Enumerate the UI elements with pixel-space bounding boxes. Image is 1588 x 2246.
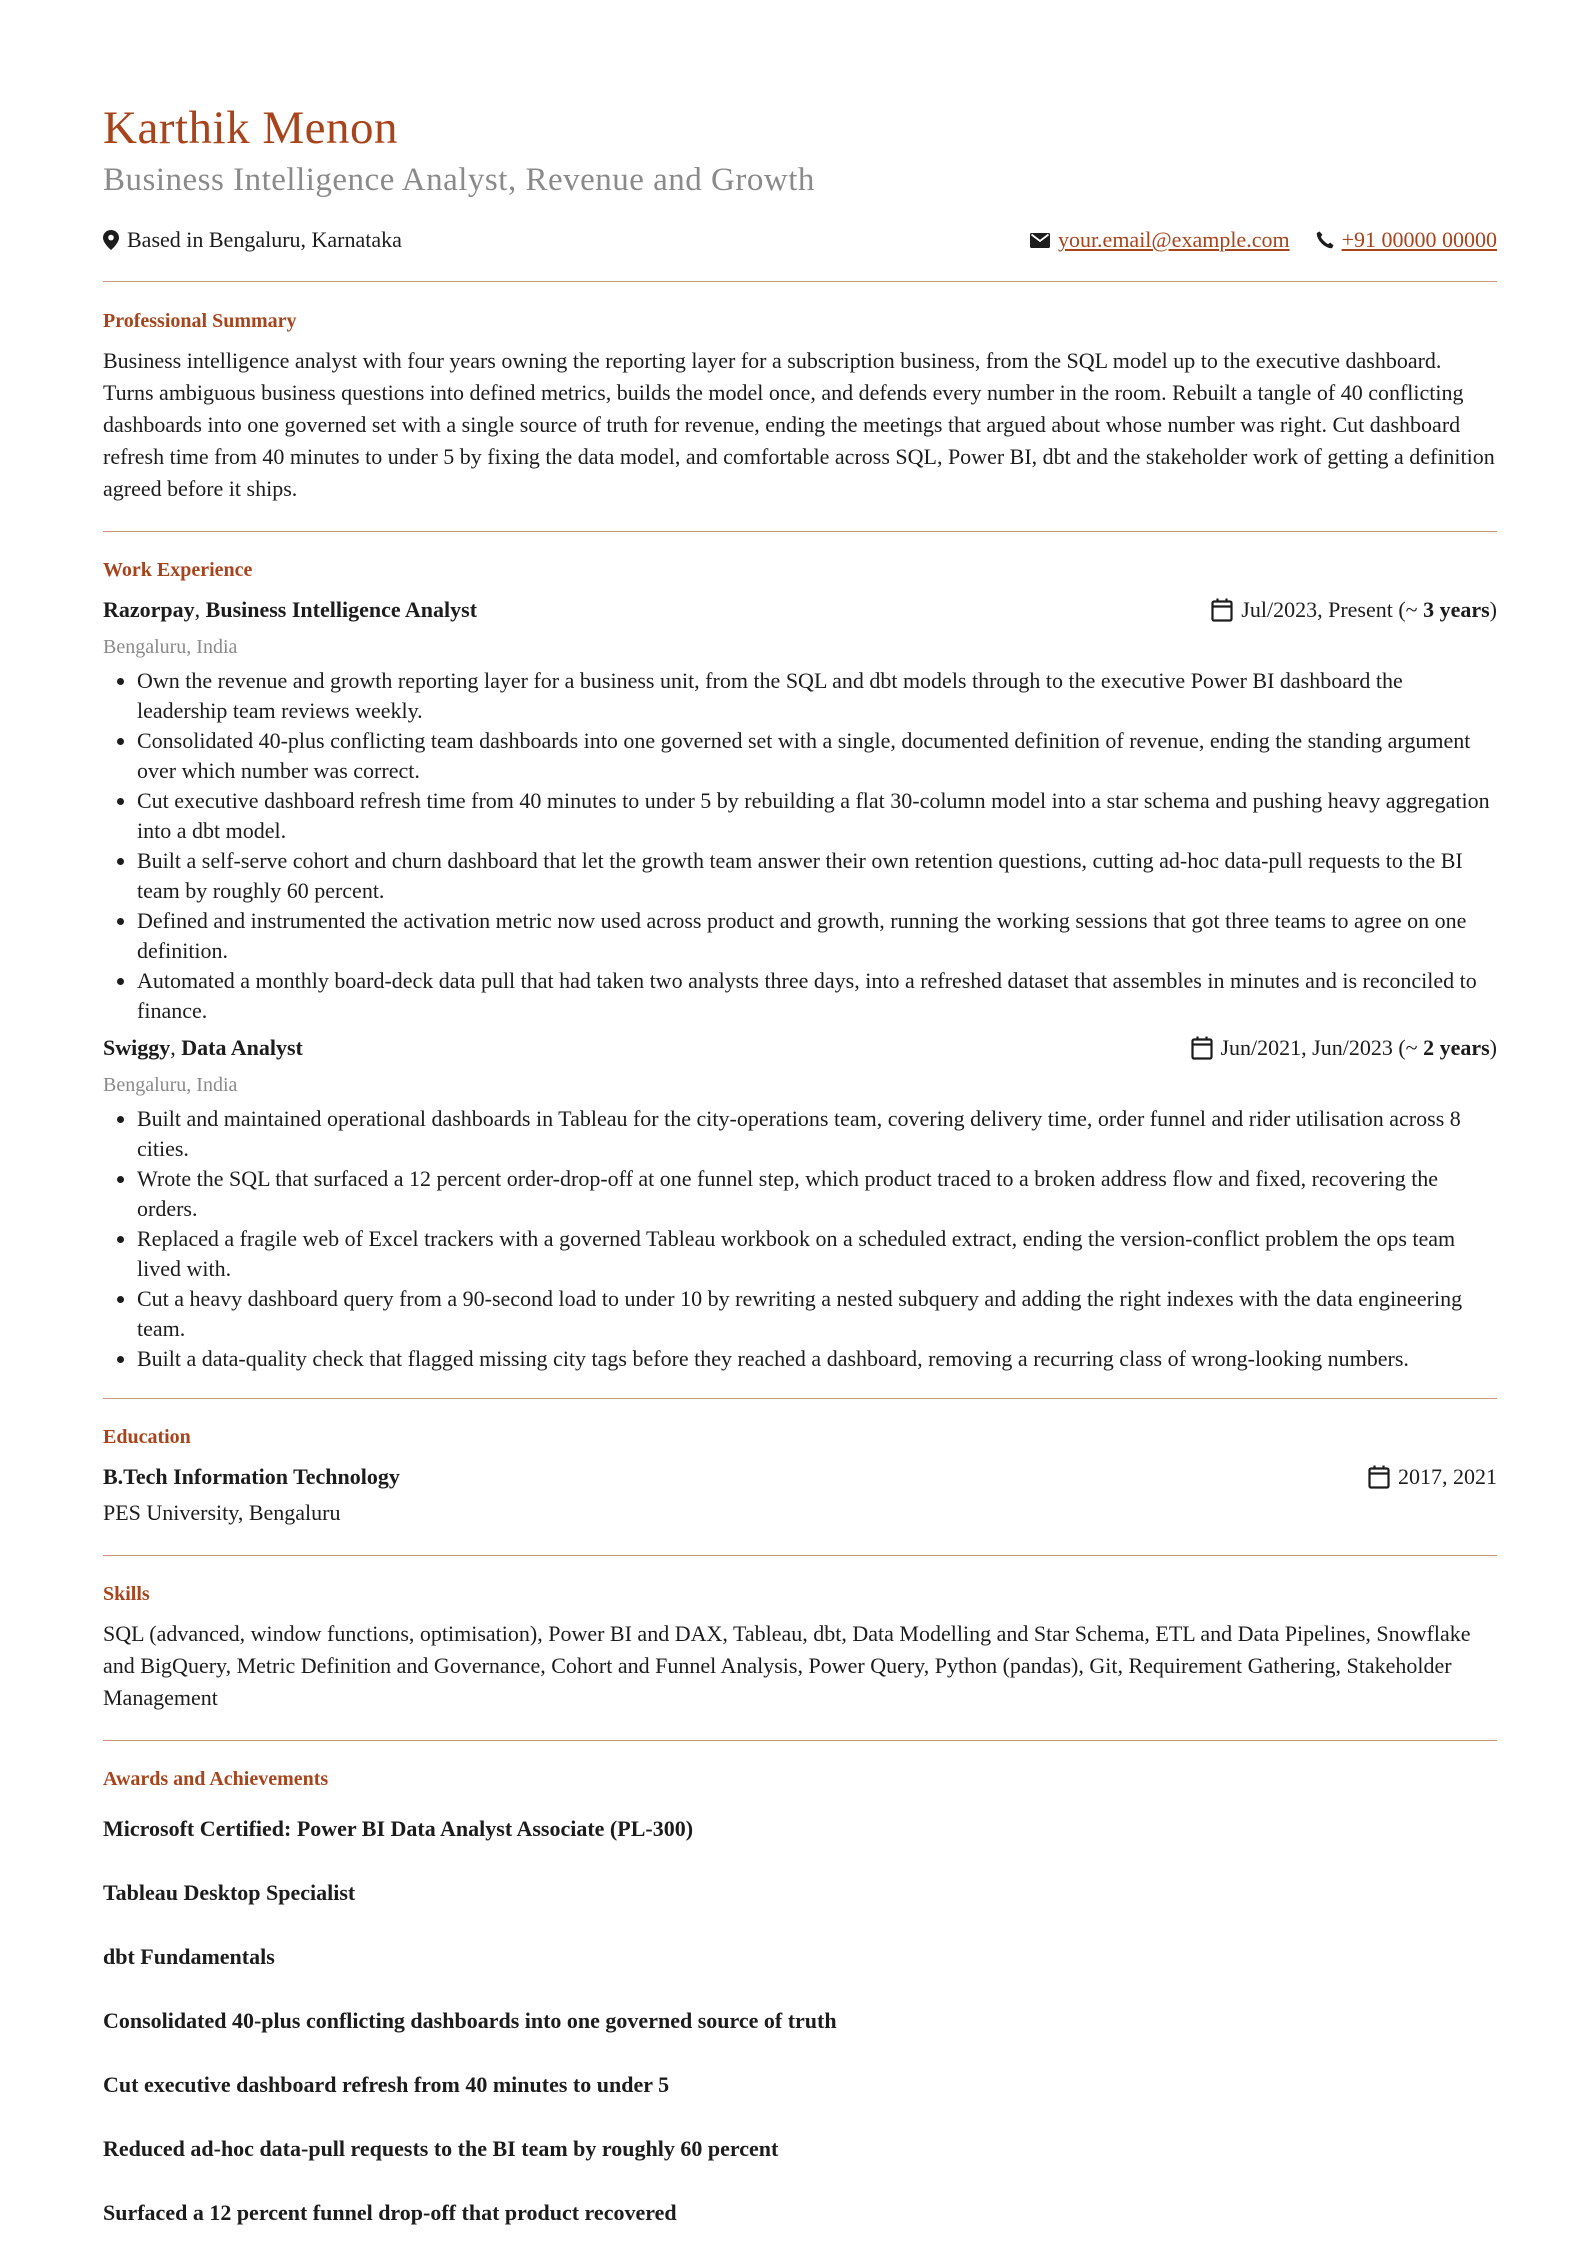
job-dates (1191, 1032, 1498, 1064)
list-item: • Built a data-quality check that flagged missing city tags before they reached a dashboard, removing a recurring class of wrong-looking numbers. (137, 1344, 1497, 1374)
phone-icon (1316, 231, 1334, 249)
contact-row (103, 224, 1497, 256)
list-item: • Consolidated 40-plus conflicting team dashboards into one governed set with a single, documented definition of revenue, ending the standing argument over which number was correct. (137, 726, 1497, 786)
duration: 3 years (1423, 597, 1490, 622)
education-section (103, 1423, 1497, 1529)
award-item: Tableau Desktop Specialist (103, 1880, 356, 1905)
email-link[interactable]: your.email@example.com (1057, 227, 1290, 252)
calendar-icon (1211, 598, 1233, 622)
phone-item (1316, 227, 1497, 253)
candidate-name: Karthik Menon (103, 102, 398, 154)
section-title-education: Education (103, 1426, 191, 1448)
divider (103, 1555, 1497, 1556)
date-range: Jun/2021, Jun/2023 (~ (1220, 1035, 1424, 1060)
list-item: • Wrote the SQL that surfaced a 12 percent order-drop-off at one funnel step, which product traced to a broken address flow and fixed, recovering the orders. (137, 1164, 1497, 1224)
envelope-icon (1030, 233, 1050, 248)
job-title: Razorpay, Business Intelligence Analyst (103, 597, 478, 622)
section-title-skills: Skills (103, 1583, 150, 1605)
phone-link[interactable]: +91 00000 00000 (1341, 227, 1497, 252)
award-item: Microsoft Certified: Power BI Data Analyst Associate (PL-300) (103, 1816, 694, 1841)
divider (103, 1398, 1497, 1399)
email-item (1030, 227, 1290, 253)
job-role: Business Intelligence Analyst (205, 597, 478, 622)
map-pin-icon (103, 230, 119, 250)
education-dates (1368, 1461, 1497, 1493)
experience-section (103, 556, 1497, 1374)
award-item: Consolidated 40-plus conflicting dashboards into one governed source of truth (103, 2008, 837, 2033)
location-item (103, 227, 402, 253)
divider (103, 1740, 1497, 1741)
awards-section (103, 1765, 1497, 2229)
summary-section (103, 307, 1497, 505)
award-item: Reduced ad-hoc data-pull requests to the BI team by roughly 60 percent (103, 2136, 779, 2161)
job-bullets (103, 666, 1497, 1026)
job-entry-swiggy (103, 1032, 1497, 1374)
job-location: Bengaluru, India (103, 1074, 238, 1096)
calendar-icon (1191, 1036, 1213, 1060)
date-close: ) (1489, 597, 1497, 622)
school-name: PES University, Bengaluru (103, 1500, 341, 1525)
company-name: Razorpay (103, 597, 195, 622)
divider (103, 281, 1497, 282)
calendar-icon (1368, 1465, 1390, 1489)
job-location: Bengaluru, India (103, 636, 238, 658)
date-range: 2017, 2021 (1398, 1464, 1497, 1489)
job-dates (1211, 594, 1497, 626)
section-title-summary: Professional Summary (103, 310, 297, 332)
skills-text: SQL (advanced, window functions, optimisation), Power BI and DAX, Tableau, dbt, Data Modelling and Star Schema, ETL and Data Pipelines, Snowflake and BigQuery, Metric Definition and Governance, Cohort and Funnel Analysis, Power Query, Python (pandas), Git, Requirement Gathering, Stakeholder Management (103, 1621, 1471, 1710)
skills-section (103, 1580, 1497, 1714)
duration: 2 years (1423, 1035, 1490, 1060)
list-item: • Defined and instrumented the activation metric now used across product and growth, running the working sessions that got three teams to agree on one definition. (137, 906, 1497, 966)
candidate-role: Business Intelligence Analyst, Revenue and Growth (103, 162, 815, 198)
summary-text: Business intelligence analyst with four years owning the reporting layer for a subscription business, from the SQL model up to the executive dashboard. Turns ambiguous business questions into defined metrics, builds the model once, and defends every number in the room. Rebuilt a tangle of 40 conflicting dashboards into one governed set with a single source of truth for revenue, ending the meetings that argued about whose number was right. Cut dashboard refresh time from 40 minutes to under 5 by fixing the data model, and comfortable across SQL, Power BI, dbt and the stakeholder work of getting a definition agreed before it ships. (103, 348, 1495, 501)
job-entry-razorpay (103, 594, 1497, 1026)
list-item: • Replaced a fragile web of Excel trackers with a governed Tableau workbook on a scheduled extract, ending the version-conflict problem the ops team lived with. (137, 1224, 1497, 1284)
location-text: Based in Bengaluru, Karnataka (127, 227, 402, 252)
award-item: Cut executive dashboard refresh from 40 minutes to under 5 (103, 2072, 670, 2097)
degree-name: B.Tech Information Technology (103, 1464, 400, 1489)
award-item: Surfaced a 12 percent funnel drop-off that product recovered (103, 2200, 677, 2225)
award-item: dbt Fundamentals (103, 1944, 275, 1969)
job-title: Swiggy, Data Analyst (103, 1035, 303, 1060)
list-item: • Built a self-serve cohort and churn dashboard that let the growth team answer their own retention questions, cutting ad-hoc data-pull requests to the BI team by roughly 60 percent. (137, 846, 1497, 906)
section-title-awards: Awards and Achievements (103, 1768, 329, 1790)
divider (103, 531, 1497, 532)
list-item: • Automated a monthly board-deck data pull that had taken two analysts three days, into a refreshed dataset that assembles in minutes and is reconciled to finance. (137, 966, 1497, 1026)
list-item: • Cut executive dashboard refresh time from 40 minutes to under 5 by rebuilding a flat 30-column model into a star schema and pushing heavy aggregation into a dbt model. (137, 786, 1497, 846)
job-bullets (103, 1104, 1497, 1374)
list-item: • Own the revenue and growth reporting layer for a business unit, from the SQL and dbt models through to the executive Power BI dashboard the leadership team reviews weekly. (137, 666, 1497, 726)
job-role: Data Analyst (181, 1035, 303, 1060)
section-title-experience: Work Experience (103, 559, 253, 581)
date-close: ) (1489, 1035, 1497, 1060)
list-item: • Cut a heavy dashboard query from a 90-second load to under 10 by rewriting a nested subquery and adding the right indexes with the data engineering team. (137, 1284, 1497, 1344)
date-range: Jul/2023, Present (~ (1241, 597, 1424, 622)
company-name: Swiggy (103, 1035, 171, 1060)
list-item: • Built and maintained operational dashboards in Tableau for the city-operations team, covering delivery time, order funnel and rider utilisation across 8 cities. (137, 1104, 1497, 1164)
